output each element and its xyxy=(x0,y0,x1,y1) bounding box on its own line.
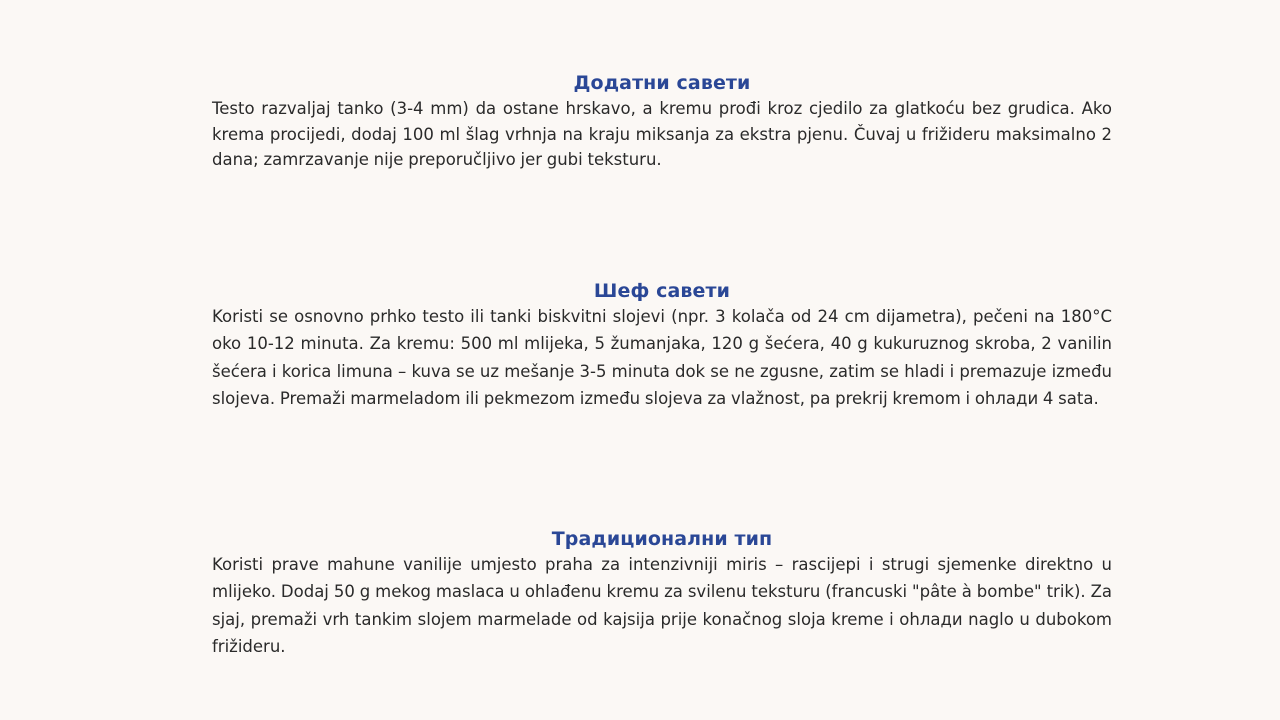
section-title: Шеф савети xyxy=(593,280,731,302)
section-text: Testo razvaljaj tanko (3-4 mm) da ostane hrskavo, a kremu prođi kroz cjedilo za glatkoću bez grudica. Ako krema procijedi, dodaj 100 ml šlag vrhnja na kraju miksanja za ekstra pjenu. Čuvaj u frižideru maksimalno 2 dana; zamrzavanje nije preporučljivo jer gubi teksturu. xyxy=(212,99,1112,169)
section-traditional-type xyxy=(212,526,1112,660)
section-title: Традиционални тип xyxy=(551,528,773,550)
section-text: Koristi se osnovno prhko testo ili tanki biskvitni slojevi (npr. 3 kolača od 24 cm dijametra), pečeni na 180°C oko 10-12 minuta. Za kremu: 500 ml mlijeka, 5 žumanjaka, 120 g šećera, 40 g kukuruznog skroba, 2 vanilin šećera i korica limuna – kuva se uz mešanje 3-5 minuta dok se ne zgusne, zatim se hladi i premazuje između slojeva. Premaži marmeladom ili pekmezom između slojeva za vlažnost, pa prekrij kremom i ohлади 4 sata. xyxy=(212,307,1112,408)
section-chef-tips xyxy=(212,278,1112,412)
section-additional-tips xyxy=(212,70,1112,173)
section-title: Додатни савети xyxy=(573,72,751,94)
section-text: Koristi prave mahune vanilije umjesto praha za intenzivniji miris – rascijepi i strugi sjemenke direktno u mlijeko. Dodaj 50 g mekog maslaca u ohlađenu kremu za svilenu teksturu (francuski "pâte à bombe" trik). Za sjaj, premaži vrh tankim slojem marmelade od kajsija prije konačnog sloja kreme i ohлади naglo u dubokom frižideru. xyxy=(212,555,1112,656)
